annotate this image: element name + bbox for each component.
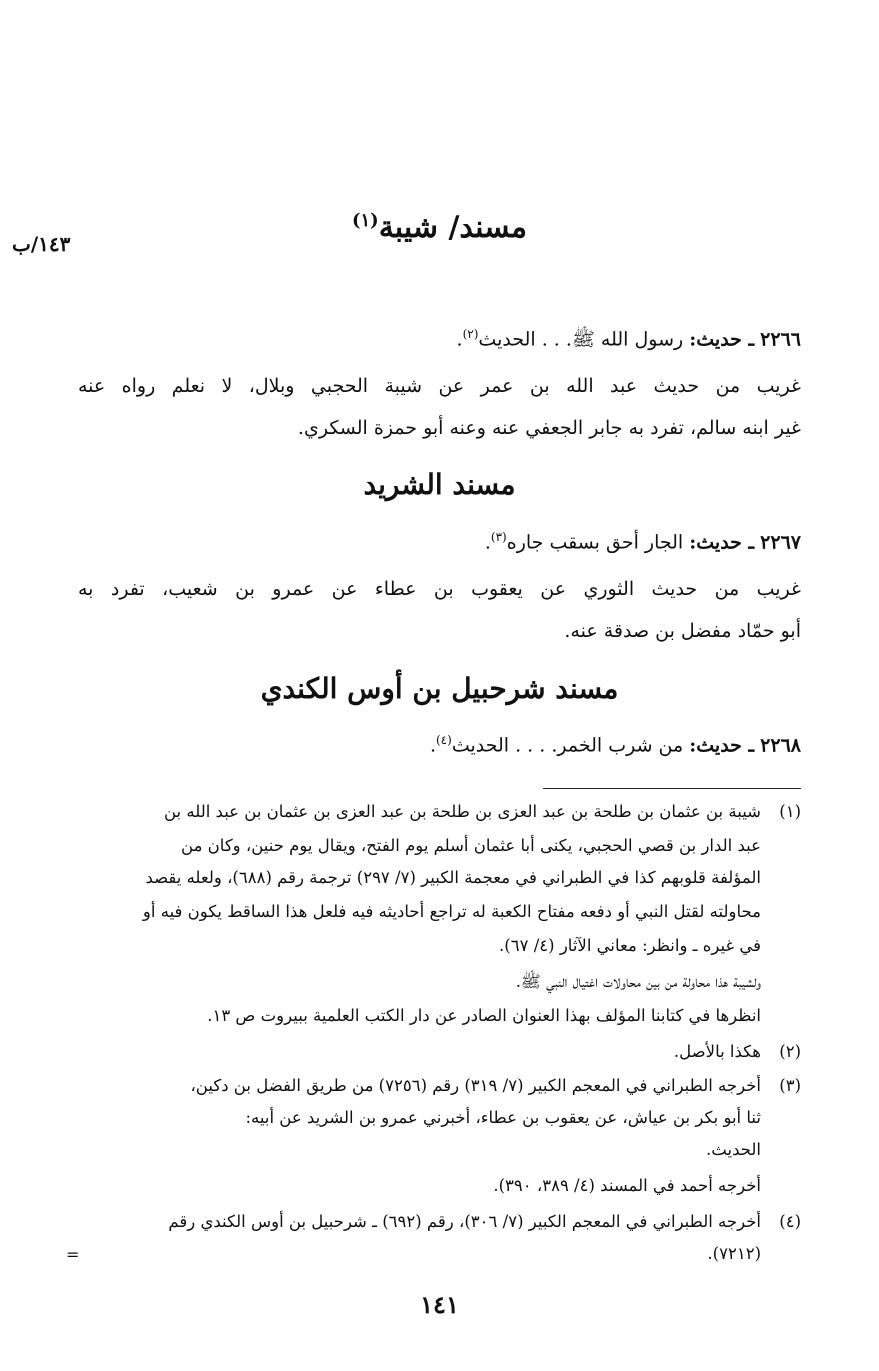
hadith-end: . (456, 328, 463, 351)
paragraph-line: غير ابنه سالم، تفرد به جابر الجعفي عنه وعنه أبو حمزة السكري. (297, 417, 801, 439)
footnote-separator (543, 788, 801, 789)
hadith-entry-2266 (0, 327, 801, 355)
paragraph-line: غريب من حديث عبد الله بن عمر عن شيبة الحجبي وبلال، لا نعلم رواه عنه (78, 375, 801, 397)
footnote-line: ولشيبة هذا محاولة من بين محاولات اغتيال النبي ﷺ. (515, 972, 761, 991)
hadith-entry-2268 (0, 733, 801, 756)
hadith-entry-2267 (0, 530, 801, 553)
section-title (0, 210, 879, 245)
footnote-line: عبد الدار بن قصي الحجبي، يكنى أبا عثمان أسلم يوم الفتح، ويقال يوم حنين، وكان من (181, 836, 761, 855)
footnote-line: في غيره ـ وانظر: معاني الآثار (٤/ ٦٧). (499, 936, 761, 955)
footnote-line: أخرجه أحمد في المسند (٤/ ٣٨٩، ٣٩٠). (493, 1176, 761, 1195)
hadith-number: ٢٢٦٧ (760, 531, 801, 554)
margin-folio-reference: ١٤٣/ب (12, 232, 71, 256)
footnote-marker: (٢) (779, 1042, 801, 1061)
section-heading: مسند شرحبيل بن أوس الكندي (260, 672, 619, 705)
page-number: ١٤١ (420, 1290, 459, 1319)
footnote-marker: (٣) (779, 1076, 801, 1095)
paragraph-line: غريب من حديث الثوري عن يعقوب بن عطاء عن عمرو بن شعيب، تفرد به (78, 578, 801, 600)
hadith-keyword: ـ حديث: (689, 531, 755, 554)
hadith-keyword: ـ حديث: (689, 328, 755, 351)
footnote-line: هكذا بالأصل. (673, 1042, 761, 1061)
footnote-marker: (٤) (779, 1212, 801, 1231)
hadith-keyword-text: حديث: (689, 531, 742, 554)
hadith-end: . (484, 531, 491, 554)
hadith-end: . (429, 734, 436, 757)
footnote-line: أخرجه الطبراني في المعجم الكبير (٧/ ٣١٩) رقم (٧٢٥٦) من طريق الفضل بن دكين، (190, 1076, 761, 1095)
footnote-line: شيبة بن عثمان بن طلحة بن عبد العزى بن طلحة بن عبد العزى بن عثمان بن عبد الله بن (163, 802, 761, 821)
footnote-marker: (١) (779, 802, 801, 821)
hadith-keyword-text: حديث: (689, 328, 742, 351)
paragraph-line: أبو حمّاد مفضل بن صدقة عنه. (564, 620, 801, 642)
footnote-line: ثنا أبو بكر بن عياش، عن يعقوب بن عطاء، أخبرني عمرو بن الشريد عن أبيه: (245, 1108, 761, 1127)
footnote-line: الحديث. (706, 1140, 761, 1159)
footnote-line: أخرجه الطبراني في المعجم الكبير (٧/ ٣٠٦)، رقم (٦٩٢) ـ شرحبيل بن أوس الكندي رقم (168, 1212, 761, 1231)
continuation-mark: = (66, 1245, 80, 1264)
footnote-ref: (٣) (490, 530, 507, 544)
footnote-line: محاولته لقتل النبي أو دفعه مفتاح الكعبة له تراجع أحاديثه فيه فلعل هذا الساقط يكون فيه أو (142, 902, 761, 921)
section-title-text: مسند/ شيبة (378, 210, 528, 245)
hadith-number: ٢٢٦٦ (760, 328, 801, 351)
footnote-line: المؤلفة قلوبهم كذا في الطبراني في معجمة الكبير (٧/ ٢٩٧) ترجمة رقم (٦٨٨)، ولعله يقصد (145, 868, 761, 887)
hadith-text: من شرب الخمر. . . . الحديث (451, 734, 684, 757)
hadith-text: الجار أحق بسقب جاره (506, 531, 684, 554)
section-title-note: (١) (351, 210, 379, 231)
footnote-ref: (٢) (462, 327, 479, 341)
hadith-keyword: ـ حديث: (689, 734, 755, 757)
section-heading: مسند الشريد (363, 468, 516, 501)
footnote-line: (٧٢١٢). (707, 1244, 761, 1263)
footnote-ref: (٤) (435, 733, 452, 747)
footnote-line: انظرها في كتابنا المؤلف بهذا العنوان الصادر عن دار الكتب العلمية ببيروت ص ١٣. (207, 1006, 761, 1025)
hadith-keyword-text: حديث: (689, 734, 742, 757)
hadith-text: رسول الله ﷺ. . . الحديث (478, 328, 684, 351)
hadith-number: ٢٢٦٨ (760, 734, 801, 757)
